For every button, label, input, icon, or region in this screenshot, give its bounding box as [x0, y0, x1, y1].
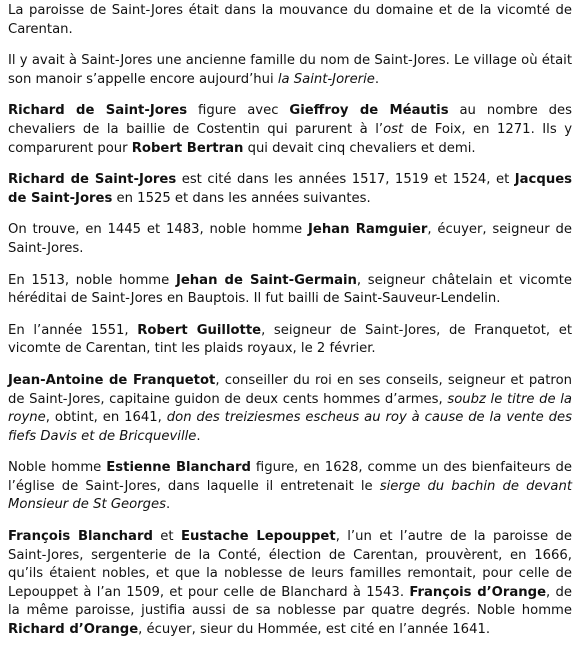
text-run: , écuyer, sieur du Hommée, est cité en l’année 1641. — [138, 622, 491, 638]
italic-term: ost — [383, 121, 404, 137]
text-run: La paroisse de Saint-Jores était dans la mouvance du domaine et de la vicomté de Carentan. — [8, 3, 572, 37]
italic-quote: soubz le titre de la royne — [8, 391, 572, 426]
text-run: . — [196, 428, 201, 444]
text-run: au nombre des chevaliers de la baillie de Costentin qui parurent à l’ — [8, 103, 572, 137]
paragraph — [8, 528, 572, 640]
person-name: François d’Orange — [409, 584, 547, 600]
paragraph — [8, 459, 572, 515]
text-run: On trouve, en 1445 et 1483, noble homme — [8, 222, 308, 238]
text-run: , seigneur de Saint-Jores, de Franquetot, et vicomte de Carentan, tint les plaids royaux, le 2 février. — [8, 322, 572, 357]
italic-quote: sierge du bachin de devant Monsieur de St Georges — [8, 478, 572, 513]
person-name: Richard d’Orange — [8, 622, 139, 638]
text-run: de Foix, en 1271. Ils y comparurent pour — [8, 121, 572, 156]
person-name: Richard de Saint-Jores — [8, 172, 177, 188]
person-name: Jacques de Saint-Jores — [8, 172, 572, 206]
person-name: Robert Bertran — [131, 140, 244, 156]
person-name: Richard de Saint-Jores — [8, 103, 188, 119]
text-run: , l’un et l’autre de la paroisse de Saint-Jores, sergenterie de la Conté, élection de Carentan, prouvèrent, en 1666, qu’ils étaient nobles, et que la noblesse de leurs familles remontait, pour celle de Lepouppet à l’an 1509, et pour celle de Blanchard à 1543. — [8, 529, 572, 600]
paragraph — [8, 221, 572, 258]
text-run: , conseiller du roi en ses conseils, seigneur et patron de Saint-Jores, capitaine guidon de deux cents hommes d’armes, — [8, 372, 572, 407]
person-name: Jehan de Saint-Germain — [175, 272, 357, 288]
paragraph — [8, 171, 572, 208]
text-run: , écuyer, seigneur de Saint-Jores. — [8, 222, 572, 256]
paragraph — [8, 102, 572, 158]
person-name: Jean-Antoine de Franquetot — [8, 372, 216, 388]
text-run: en 1525 et dans les années suivantes. — [112, 190, 371, 206]
text-run: Noble homme — [8, 460, 107, 476]
text-run: figure avec — [187, 103, 290, 119]
text-run: En 1513, noble homme — [8, 272, 176, 288]
text-run: figure, en 1628, comme un des bienfaiteurs de l’église de Saint-Jores, dans laquelle il entretenait le — [8, 460, 572, 494]
paragraph — [8, 372, 572, 446]
text-run: . — [166, 497, 171, 513]
person-name: Jehan Ramguier — [308, 222, 428, 238]
place-name-italic: la Saint-Jorerie — [277, 71, 375, 87]
person-name: Eustache Lepouppet — [180, 529, 336, 545]
text-run: et — [152, 529, 181, 545]
paragraph — [8, 322, 572, 359]
text-run: , de la même paroisse, justifia aussi de sa noblesse par quatre degrés. Noble homme — [8, 584, 572, 619]
text-run: qui devait cinq chevaliers et demi. — [243, 140, 476, 156]
person-name: François Blanchard — [8, 529, 153, 545]
person-name: Estienne Blanchard — [106, 460, 251, 476]
italic-quote: don des treiziesmes escheus au roy à cause de la vente des fiefs Davis et de Bricqueville — [8, 410, 572, 444]
text-run: Il y avait à Saint-Jores une ancienne famille du nom de Saint-Jores. Le village où était son manoir s’appelle encore aujourd’hui — [8, 53, 572, 87]
paragraph — [8, 272, 572, 309]
person-name: Gieffroy de Méautis — [289, 103, 449, 119]
person-name: Robert Guillotte — [137, 322, 262, 338]
text-run: est cité dans les années 1517, 1519 et 1524, et — [176, 172, 515, 188]
paragraph — [8, 52, 572, 89]
text-run: , seigneur châtelain et vicomte héréditai de Saint-Jores en Bauptois. Il fut bailli de Saint-Sauveur-Lendelin. — [8, 272, 572, 307]
text-run: . — [374, 71, 380, 87]
paragraph — [8, 2, 572, 39]
text-run: En l’année 1551, — [8, 322, 138, 338]
text-run: , obtint, en 1641, — [45, 410, 167, 426]
